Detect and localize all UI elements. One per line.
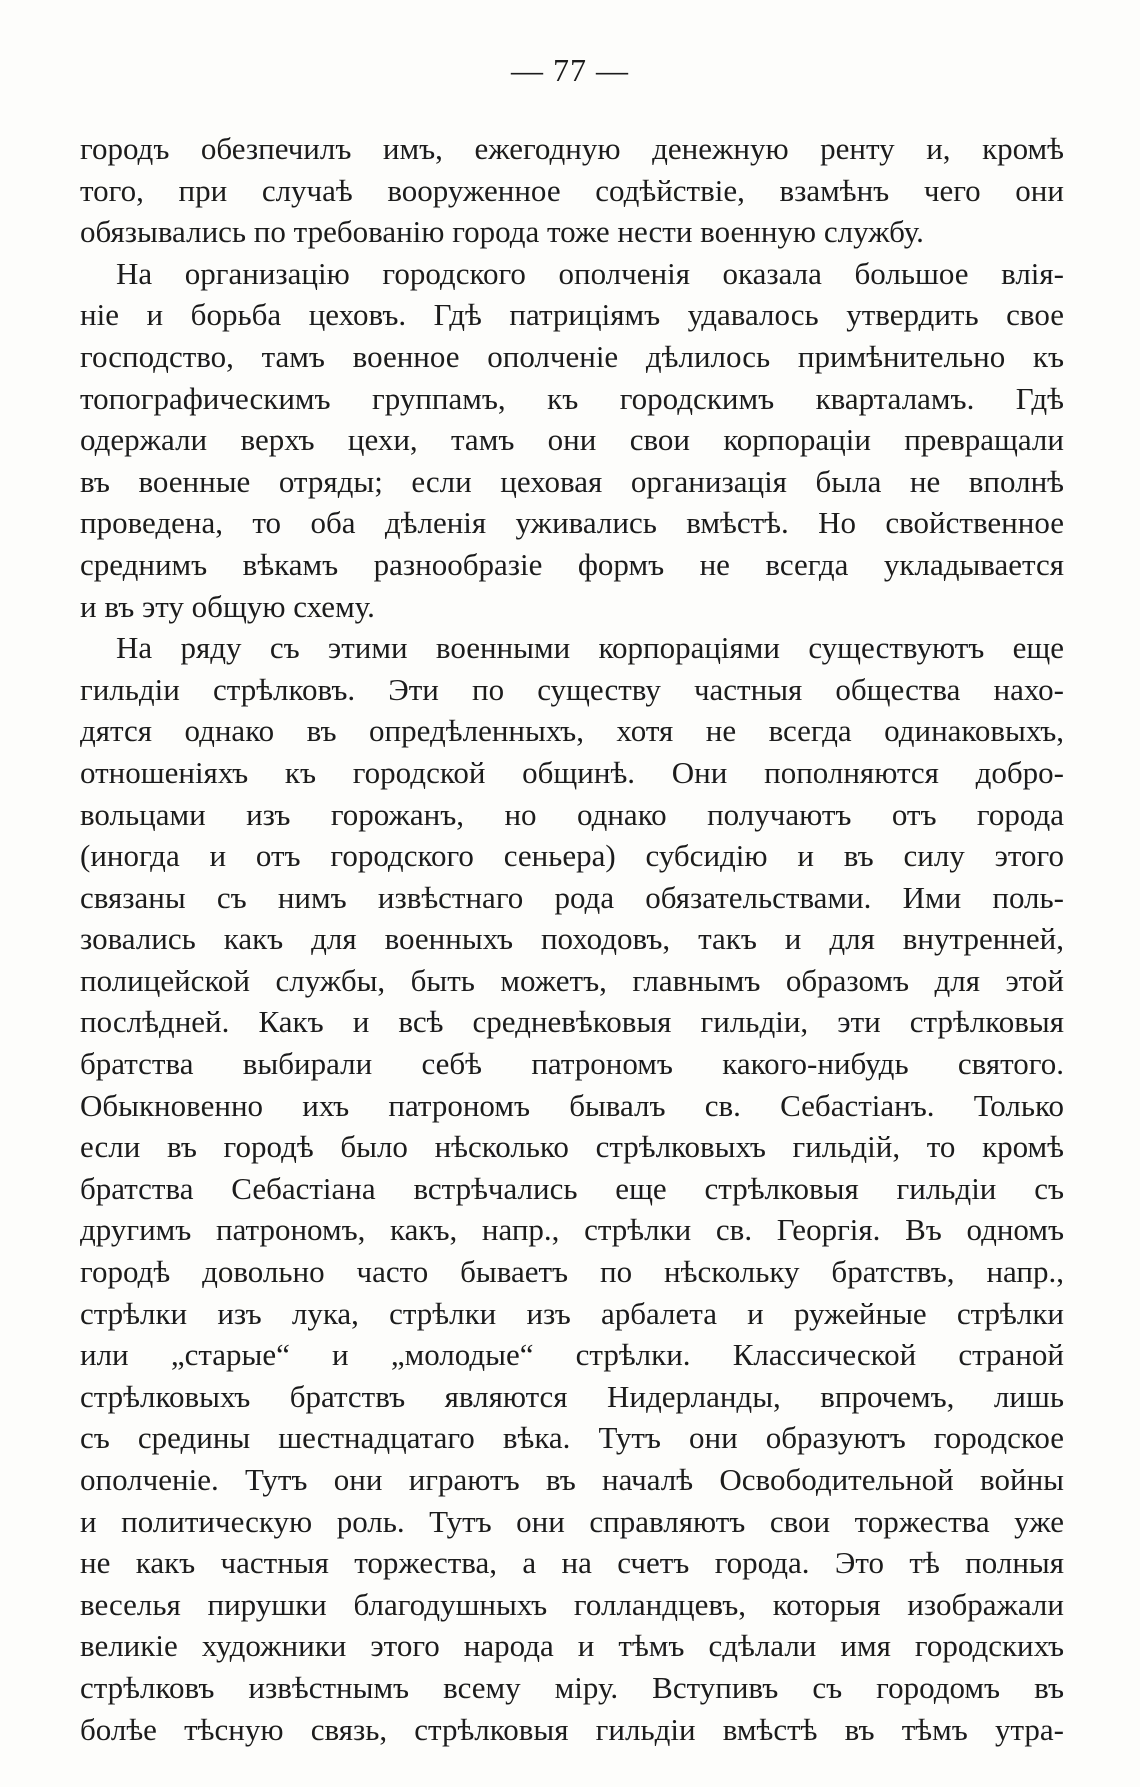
text-line: проведена, то оба дѣленія уживались вмѣстѣ. Но свойственное [80, 505, 1064, 541]
text-line: болѣе тѣсную связь, стрѣлковыя гильдіи вмѣстѣ въ тѣмъ утра- [80, 1711, 1064, 1747]
page-body-text [80, 128, 1064, 1750]
text-line: отношеніяхъ къ городской общинѣ. Они пополняются добро- [80, 754, 1064, 790]
text-line: ніе и борьба цеховъ. Гдѣ патриціямъ удавалось утвердить свое [80, 297, 1064, 333]
text-line: среднимъ вѣкамъ разнообразіе формъ не всегда укладывается [80, 546, 1064, 582]
text-line: связаны съ нимъ извѣстнаго рода обязательствами. Ими поль- [80, 879, 1064, 915]
text-line: господство, тамъ военное ополченіе дѣлилось примѣнительно къ [80, 338, 1064, 374]
text-line: зовались какъ для военныхъ походовъ, такъ и для внутренней, [80, 921, 1064, 957]
text-line: На организацію городского ополченія оказала большое влія- [116, 255, 1064, 291]
text-line: веселья пирушки благодушныхъ голландцевъ, которыя изображали [80, 1586, 1064, 1622]
text-line: На ряду съ этими военными корпораціями существуютъ еще [116, 630, 1064, 666]
text-line: стрѣлковыхъ братствъ являются Нидерланды, впрочемъ, лишь [80, 1378, 1064, 1414]
text-line: ополченіе. Тутъ они играютъ въ началѣ Освободительной войны [80, 1462, 1064, 1497]
text-line: другимъ патрономъ, какъ, напр., стрѣлки св. Георгія. Въ одномъ [80, 1212, 1064, 1248]
text-line: съ средины шестнадцатаго вѣка. Тутъ они образуютъ городское [80, 1420, 1064, 1456]
text-line: стрѣлковъ извѣстнымъ всему міру. Вступивъ съ городомъ въ [80, 1669, 1064, 1705]
text-line: братства выбирали себѣ патрономъ какого-нибудь святого. [80, 1046, 1064, 1082]
text-line: и въ эту общую схему. [80, 588, 375, 624]
text-line: если въ городѣ было нѣсколько стрѣлковыхъ гильдій, то кромѣ [80, 1129, 1064, 1165]
text-line: обязывались по требованію города тоже нести военную службу. [80, 214, 924, 250]
text-line: Обыкновенно ихъ патрономъ бывалъ св. Себастіанъ. Только [80, 1087, 1064, 1123]
text-line: городѣ довольно часто бываетъ по нѣскольку братствъ, напр., [80, 1254, 1064, 1290]
text-line: гильдіи стрѣлковъ. Эти по существу частныя общества нахо- [80, 671, 1064, 707]
text-line: послѣдней. Какъ и всѣ средневѣковыя гильдіи, эти стрѣлковыя [80, 1004, 1064, 1040]
text-line: одержали верхъ цехи, тамъ они свои корпораціи превращали [80, 422, 1064, 458]
text-line: великіе художники этого народа и тѣмъ сдѣлали имя городскихъ [80, 1628, 1064, 1664]
text-line: полицейской службы, быть можетъ, главнымъ образомъ для этой [80, 962, 1064, 998]
text-line: вольцами изъ горожанъ, но однако получаютъ отъ города [80, 796, 1064, 832]
text-line: стрѣлки изъ лука, стрѣлки изъ арбалета и ружейные стрѣлки [80, 1295, 1064, 1331]
text-line: и политическую роль. Тутъ они справляютъ свои торжества уже [80, 1503, 1064, 1539]
text-line: топографическимъ группамъ, къ городскимъ кварталамъ. Гдѣ [80, 380, 1064, 416]
text-line: городъ обезпечилъ имъ, ежегодную денежную ренту и, кромѣ [80, 131, 1064, 166]
text-line: или „старые“ и „молодые“ стрѣлки. Классической страной [80, 1337, 1064, 1373]
page-number: — 77 — [511, 52, 629, 88]
text-line: братства Себастіана встрѣчались еще стрѣлковыя гильдіи съ [80, 1170, 1064, 1206]
text-line: не какъ частныя торжества, а на счетъ города. Это тѣ полныя [80, 1545, 1064, 1581]
text-line: въ военные отряды; если цеховая организація была не вполнѣ [80, 463, 1064, 499]
text-line: того, при случаѣ вооруженное содѣйствіе, взамѣнъ чего они [80, 172, 1064, 208]
text-line: (иногда и отъ городского сеньера) субсидію и въ силу этого [80, 838, 1064, 874]
text-line: дятся однако въ опредѣленныхъ, хотя не всегда одинаковыхъ, [80, 713, 1064, 749]
